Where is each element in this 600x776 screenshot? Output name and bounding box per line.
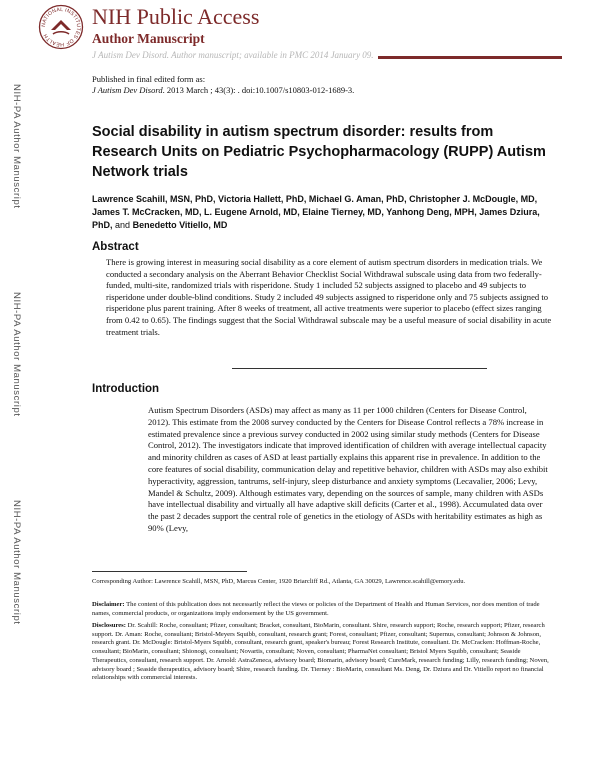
side-label-top: NIH-PA Author Manuscript (11, 84, 22, 209)
svg-text:NATIONAL INSTITUTES OF HEALTH (41, 7, 81, 47)
abstract-heading: Abstract (92, 241, 139, 253)
nih-logo (38, 4, 84, 50)
citation (92, 85, 354, 96)
disclosures-label: Disclosures: (92, 622, 126, 629)
corresponding-author-note: Corresponding Author: Lawrence Scahill, MSN, PhD, Marcus Center, 1920 Briarcliff Rd., Atlanta, GA 30029, Lawrence.scahill@emory.edu. (92, 578, 466, 585)
availability-note: J Autism Dev Disord. Author manuscript; available in PMC 2014 January 09. (92, 49, 378, 61)
disclosures-text: Dr. Scahill: Roche, consultant; Pfizer, consultant; Bracket, consultant, BioMarin, consultant. Shire, research support; Roche, research support; Pfizer, research support. Dr. Aman: Roche, consultant; Bristol-Meyers Squibb, consultant, research grant; Forest, consultant; Pfizer, consultant; Supernus, consultant; Johnson & Johnson, research grant. Dr. McDougle: Bristol-Myers Squibb, consultant, research grant, speaker's bureau; Forest Research Institute, consultant. Dr. McCracken: Hoffman-Roche, consultant; BioMarin, consultant; Shionogi, consultant; Novartis, consultant; Noven, consultant; PharmaNet consultant; Bristol Myers Squibb, consultant; Seaside Therapeutics, consultant, research support. Dr. Arnold: AstraZeneca, advisory board; Biomarin, advisory board; CureMark, research funding; Lilly, research funding; Noven, advisory board ; Seaside therapeutics, advisory board; Shire, research funding. Dr. Tierney : BioMarin, consultant Ms. Deng, Dr. Dziura and Dr. Vitiello report no financial relationships with commercial interests. (92, 622, 549, 682)
introduction-heading: Introduction (92, 383, 160, 395)
footnote-divider (92, 571, 247, 572)
disclosures-note (92, 622, 554, 683)
abstract-text: There is growing interest in measuring social disability as a core element of autism spectrum disorders in medication trials. We conducted a secondary analysis on the Aberrant Behavior Checklist Social Withdrawal subscale using data from two federally-funded, multi-site, randomized trials with risperidone. Study 1 included 52 subjects assigned to placebo and 49 subjects to risperidone under double-blind conditions. Study 2 included 49 subjects assigned to risperidone only and 75 subjects assigned to risperidone plus parent training. After 8 weeks of treatment, all active treatments were superior to placebo (effect sizes ranging from 0.42 to 0.65). The findings suggest that the Social Withdrawal subscale may be a useful measure of social disability in acute treatment trials. (106, 257, 552, 337)
introduction-text: Autism Spectrum Disorders (ASDs) may affect as many as 11 per 1000 children (Centers for Disease Control, 2012). This estimate from the 2008 survey conducted by the Centers for Disease Control reflects a 78% increase in estimated prevalence since a previous survey conducted in 2002 using similar study methods (Centers for Disease Control, 2012). The investigators indicate that improved identification of children with average intellectual capacity and minority children as cases of ASD at least partially explains this apparent rise in prevalence. In addition to the core features of social disability, communication delay and repetitive behavior, children with ASDs may also exhibit hyperactivity, aggression, tantrums, self-injury, sleep disturbance and anxiety symptoms (Lecavalier, 2006; Levy, Mandel & Schultz, 2009). Although estimates vary, depending on the sources of sample, many children with ASDs have intellectual disability and virtually all have adaptive skill deficits (Carter et al., 1998). Accumulated data over the past 2 decades support the central role of genetics in the etiology of ASDs with heritability estimates as high as 90% (Levy, (148, 405, 548, 533)
logo-ring-text: NATIONAL INSTITUTES OF HEALTH (40, 6, 82, 48)
side-label-middle: NIH-PA Author Manuscript (11, 292, 22, 417)
disclaimer-label: Disclaimer: (92, 601, 125, 608)
author-manuscript-label: Author Manuscript (92, 31, 205, 46)
published-line: Published in final edited form as: (92, 74, 206, 84)
abstract-divider (232, 368, 487, 369)
authors-and: and (115, 220, 131, 230)
author-list (92, 193, 552, 232)
citation-details: . 2013 March ; 43(3): . doi:10.1007/s10803-012-1689-3. (162, 85, 355, 95)
article-title: Social disability in autism spectrum disorder: results from Research Units on Pediatric Psychopharmacology (RUPP) Autism Network trials (92, 124, 546, 180)
authors-last: Benedetto Vitiello, MD (132, 220, 228, 230)
disclaimer-note (92, 601, 554, 618)
side-label-bottom: NIH-PA Author Manuscript (11, 500, 22, 625)
disclaimer-text: The content of this publication does not necessarily reflect the views or policies of the Department of Health and Human Services, nor does mention of trade names, commercial products, or organizations imply endorsement by the US government. (92, 601, 540, 617)
nih-public-access-title: NIH Public Access (92, 4, 260, 29)
authors-main: Lawrence Scahill, MSN, PhD, Victoria Hallett, PhD, Michael G. Aman, PhD, Christopher J. McDougle, MD, James T. McCracken, MD, L. Eugene Arnold, MD, Elaine Tierney, MD, Yanhong Deng, MPH, James Dziura, PhD, (92, 194, 540, 230)
journal-name: J Autism Dev Disord (92, 85, 163, 95)
